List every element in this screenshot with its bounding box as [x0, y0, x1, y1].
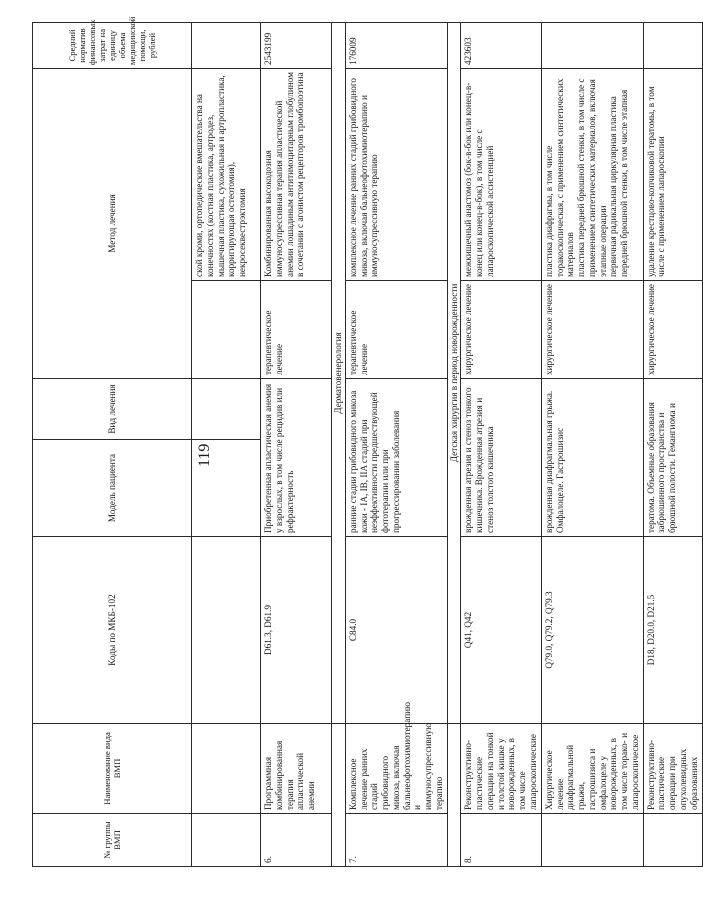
patient-model: тератома. Объемные образования забрюшинного пространства и брюшной полости. Гемангиома и [643, 379, 702, 537]
vmp-name: Реконструктивно-пластические операции на тонкой и толстой кишке у новорожденных, в том числе лапароскопические [461, 724, 541, 814]
icd-codes: D61.3, D61.9 [261, 537, 332, 724]
section-title: Детская хирургия в период новорожденности [447, 22, 461, 723]
treatment-type: хирургическое лечение [643, 281, 702, 379]
table-row [541, 22, 643, 866]
vmp-name: Реконструктивно-пластические операции при опухолевидных образованиях [643, 724, 702, 814]
vmp-name: Комплексное лечение ранних стадий грибовидного микоза, включая бальнеофотохимиотерапию и иммуносупрессивную терапию [345, 724, 447, 814]
section-row [447, 22, 461, 866]
patient-model: ранние стадии грибовидного микоза кожи - IA, IB, IIA стадий при неэффективности предшествующей фототерапии или при прогрессировании заболевания [345, 379, 447, 537]
cost-value: 423603 [461, 22, 541, 68]
cost-value: 2543199 [261, 22, 332, 68]
header-vmp-name: Наименование вида ВМП [33, 724, 192, 814]
patient-model: врожденная атрезия и стеноз тонкого кишечника. Врожденная атрезия и стеноз толстого кишечника [461, 379, 541, 537]
vmp-table [32, 16, 703, 867]
continued-method: ской кроми, ортопедические вмешательства на конечностях (костная пластика, артродез, мышечная пластика, сухожильная и артропластика, корригирующая остеотомия), некросеквестрэктомия [192, 68, 261, 280]
treatment-method: удаление крестцово-копчиковой тератомы, в том числе с применением лапароскопии [643, 68, 702, 280]
table-row [192, 22, 261, 866]
vmp-name: Программная комбинированная терапия апластической анемии [261, 724, 332, 814]
patient-model: Приобретенная апластическая анемия у взрослых, в том числе рецидив или рефрактерность [261, 379, 332, 537]
icd-codes: C84.0 [345, 537, 447, 724]
icd-codes: D18, D20.0, D21.5 [643, 537, 702, 724]
header-treatment-method: Метод лечения [33, 68, 192, 378]
treatment-method: межкишечный анастомоз (бок-в-бок или конец-в-конец или конец-в-бок), в том числе с лапароскопической ассистенцией [461, 68, 541, 280]
header-cost: Средний норматив финансовых затрат на единицу объема медицинской помощи, рублей [33, 22, 192, 68]
cost-value: 176009 [345, 22, 447, 68]
treatment-method: комплексное лечение ранних стадий грибовидного микоза, включая бальнеофотохимиотерапию и иммуносупрессивную терапию [345, 68, 447, 280]
treatment-method: Комбинированная высокодозная иммуносупрессивная терапия апластической анемии лошадиным антитимоцитарным глобулином в сочетании с агонистом рецепторов тромбопоэтина [261, 68, 332, 280]
treatment-type: хирургическое лечение [541, 281, 643, 379]
vmp-name: Хирургическое лечение диафрагмальной грыжи, гастрошизиса и омфалоцеле у новорожденных, в том числе торако- и лапароскопическое [541, 724, 643, 814]
table-row [261, 22, 332, 866]
treatment-type: терапевтическое лечение [261, 281, 332, 379]
icd-codes: Q41, Q42 [461, 537, 541, 724]
table-row [643, 22, 702, 866]
page-number: 119 [196, 443, 213, 467]
treatment-method: пластика диафрагмы, в том числе торакоскопическая, с применением синтетических материалов пластика передней брюшной стенки, в том числе с применением синтетических материалов, включая этапные операции первичная радикальная циркулярная пластика передней брюшной стенки, в том числе этапная [541, 68, 643, 280]
group-number [541, 814, 643, 867]
patient-model: врожденная диафрагмальная грыжа. Омфалоцеле. Гастрошизис [541, 379, 643, 537]
group-number: 7. [345, 814, 447, 867]
header-icd-codes: Коды по МКБ-102 [33, 537, 192, 724]
cost-value [643, 22, 702, 68]
treatment-type: терапевтическое лечение [345, 281, 447, 379]
group-number: 6. [261, 814, 332, 867]
icd-codes: Q79.0, Q79.2, Q79.3 [541, 537, 643, 724]
header-patient-model: Модель пациента [33, 440, 192, 537]
header-row [33, 22, 192, 866]
group-number: 8. [461, 814, 541, 867]
header-treatment-type: Вид лечения [33, 379, 192, 440]
table-row [345, 22, 447, 866]
treatment-type: хирургическое лечение [461, 281, 541, 379]
header-group-number: № группы ВМП [33, 814, 192, 867]
cost-value [541, 22, 643, 68]
section-row [332, 22, 346, 866]
table-row [461, 22, 541, 866]
section-title: Дерматовенерология [332, 22, 346, 723]
group-number [643, 814, 702, 867]
